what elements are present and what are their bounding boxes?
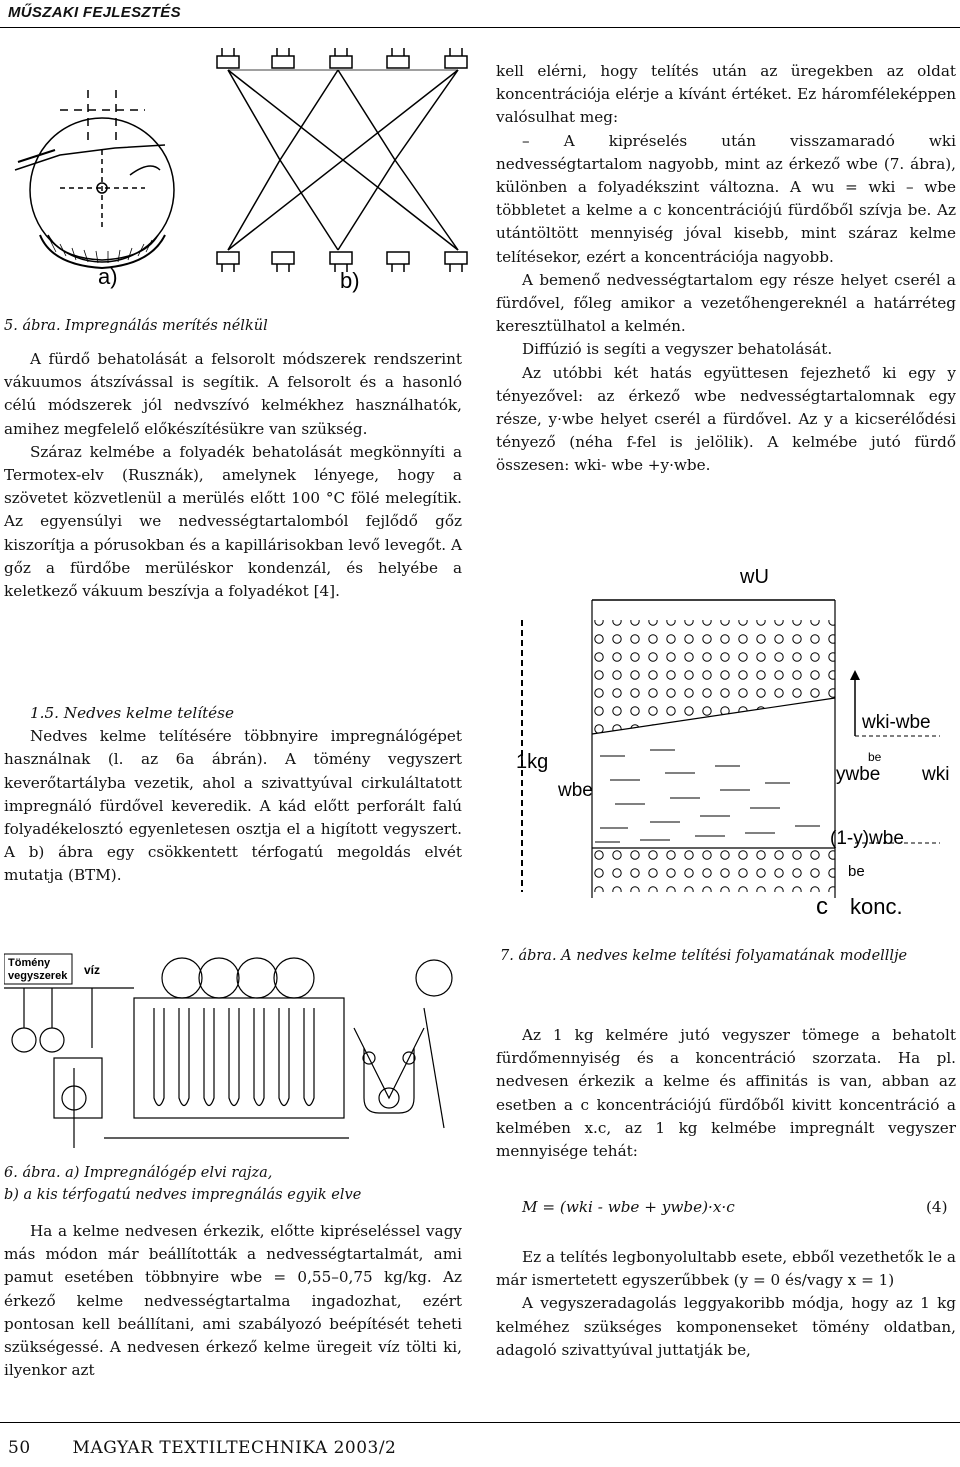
paragraph: – A kipréselés után visszamaradó wki nedvességtartalom nagyobb, mint az érkező wbe (7. ábra), különben a folyadékszint változna. A wu = wki – wbe többletet a kelme a c koncentrációjú fürdőből szívja be. Az utántöltött mennyiség jóval kisebb, mint száraz kelme telítésekor, ezért a koncentrációja nagyobb. xyxy=(496,131,956,266)
paragraph: Diffúzió is segíti a vegyszer behatolását. xyxy=(522,340,833,359)
figure-7-label-one-minus-y: (1-y)wbe xyxy=(830,828,904,849)
figure-7-label-wki-wbe: wki-wbe xyxy=(862,712,931,733)
paragraph: Az 1 kg kelmére jutó vegyszer tömege a behatolt fürdőmennyiség és a koncentráció szorzata. Ha pl. nedvesen érkezik a kelme és affinitás is van, abban az esetben a c koncentrációjú fürdőből kivitt koncentráció a kelmében x.c, az 1 kg kelmébe impregnált vegyszer mennyisége tehát: xyxy=(496,1026,956,1161)
figure-6-machine xyxy=(4,958,452,1148)
figure-7-label-wu: wU xyxy=(740,566,769,588)
paragraph: A bemenő nedvességtartalom egy része helyet cserél a fürdővel, főleg amikor a vezetőhengereknél a határréteg keresztülhatol a kelmén. xyxy=(496,270,956,336)
paragraph: kell elérni, hogy telítés után az üregekben az oldat koncentrációja elérje a kívánt értéket. Ez háromféleképpen valósulhat meg: xyxy=(496,62,956,127)
paragraph: A vegyszeradagolás leggyakoribb módja, hogy az 1 kg kelméhez szükséges komponenseket tömény oldatban, adagoló szivattyúval juttatják be, xyxy=(496,1294,956,1359)
left-column-section xyxy=(4,702,462,888)
figure-6-label-vegyszerek: vegyszerek xyxy=(8,970,68,982)
page-number: 50 xyxy=(8,1438,31,1458)
paragraph: Száraz kelmébe a folyadék behatolását megkönnyíti a Termotex-elv (Rusznák), amelynek lényege, hogy a szövetet közvetlenül a merülés előtt 100 °C fölé melegítik. Az egyensúlyi we nedvességtartalomból fejlődő gőz kiszorítja a pórusokban és a kapillárisokban levő levegőt. A gőz a fürdőbe merüléskor kondenzál, és helyébe a keletkező vákuum beszívja a folyadékot [4]. xyxy=(4,442,462,601)
figure-7-label-be-small-2: be xyxy=(848,863,865,880)
equation-4: M = (wki - wbe + ywbe)·x·c xyxy=(522,1198,735,1216)
section-heading: 1.5. Nedves kelme telítése xyxy=(30,704,234,722)
figure-6 xyxy=(4,948,474,1156)
figure-7 xyxy=(500,558,960,930)
figure-5a-roller xyxy=(15,90,174,268)
figure-6-caption-line2: b) a kis térfogatú nedves impregnálás egyik elve xyxy=(4,1187,362,1203)
figure-5-label-a: a) xyxy=(98,264,118,289)
figure-6-label-tomeny: Tömény xyxy=(8,957,51,969)
figure-6-caption-line1: 6. ábra. a) Impregnálógép elvi rajza, xyxy=(4,1165,273,1181)
left-column-top xyxy=(4,348,462,603)
right-column-final xyxy=(496,1246,956,1362)
journal-name: MAGYAR TEXTILTECHNIKA 2003/2 xyxy=(72,1438,397,1458)
section-header: MŰSZAKI FEJLESZTÉS xyxy=(8,4,181,21)
figure-5-caption: 5. ábra. Impregnálás merítés nélkül xyxy=(4,318,268,334)
figure-7-label-wbe: wbe xyxy=(558,780,593,801)
figure-7-caption: 7. ábra. A nedves kelme telítési folyamatának modelllje xyxy=(500,948,908,964)
equation-number: (4) xyxy=(926,1198,948,1216)
paragraph: Az utóbbi két hatás együttesen fejezhető ki egy y tényezővel: az érkező wbe nedvességtartalomnak egy része, y·wbe helyet cserél a fürdővel. Az y a kicserélődési tényező (néha f-fel is jelölik). A kelmébe jutó fürdő összesen: wki- wbe +y·wbe. xyxy=(496,363,956,475)
header-rule xyxy=(0,27,960,28)
figure-5b-rollers xyxy=(217,48,467,272)
figure-7-label-1kg: 1kg xyxy=(516,751,549,773)
figure-7-label-be-small: be xyxy=(868,750,882,764)
footer-rule xyxy=(0,1422,960,1423)
figure-7-label-konc: konc. xyxy=(850,894,903,919)
right-column-top xyxy=(496,60,956,478)
paragraph: Ha a kelme nedvesen érkezik, előtte kipréseléssel vagy más módon már beállították a nedvességtartalmát, ami pamut esetében többnyire wbe = 0,55–0,75 kg/kg. Az érkező kelme nedvességtartalma ingadozhat, ezért pontosan kell beállítani, ami szabályozó beépítését teheti szükségessé. A nedvesen érkező kelme üregeit víz tölti ki, ilyenkor azt xyxy=(4,1222,462,1380)
footer xyxy=(8,1438,432,1458)
right-column-bottom xyxy=(496,1024,956,1163)
paragraph: Nedves kelme telítésére többnyire impregnálógépet használnak (l. az 6a ábrán). A tömény vegyszert keverőtartályba vezetik, ahol a szivattyúval cirkuláltatott impregnáló fürdővel keveredik. A kád előtt perforált falú folyadékelosztó egyenletesen osztja el a higított vegyszert. A b) ábra egy csökkentett térfogatú megoldás elvét mutatja (BTM). xyxy=(4,727,462,885)
figure-6-label-viz: víz xyxy=(84,963,101,977)
figure-7-label-c: c xyxy=(816,893,828,920)
left-column-bottom xyxy=(4,1220,462,1382)
figure-7-label-ywbe: ywbe xyxy=(836,764,881,785)
paragraph: A fürdő behatolását a felsorolt módszerek rendszerint vákuumos átszívással is segítik. A felsorolt és a hasonló célú módszerek jól nedvszívó kelmékhez használhatók, amihez megfelelő előkészítésükre van szükség. xyxy=(4,350,462,438)
figure-5 xyxy=(0,30,480,300)
paragraph: Ez a telítés legbonyolultabb esete, ebből vezethetők le a már ismertetett egyszerűbbek (y = 0 és/vagy x = 1) xyxy=(496,1248,956,1290)
figure-7-label-wki: wki xyxy=(922,764,950,785)
figure-5-label-b: b) xyxy=(340,268,360,293)
top-nozzles xyxy=(217,48,467,68)
